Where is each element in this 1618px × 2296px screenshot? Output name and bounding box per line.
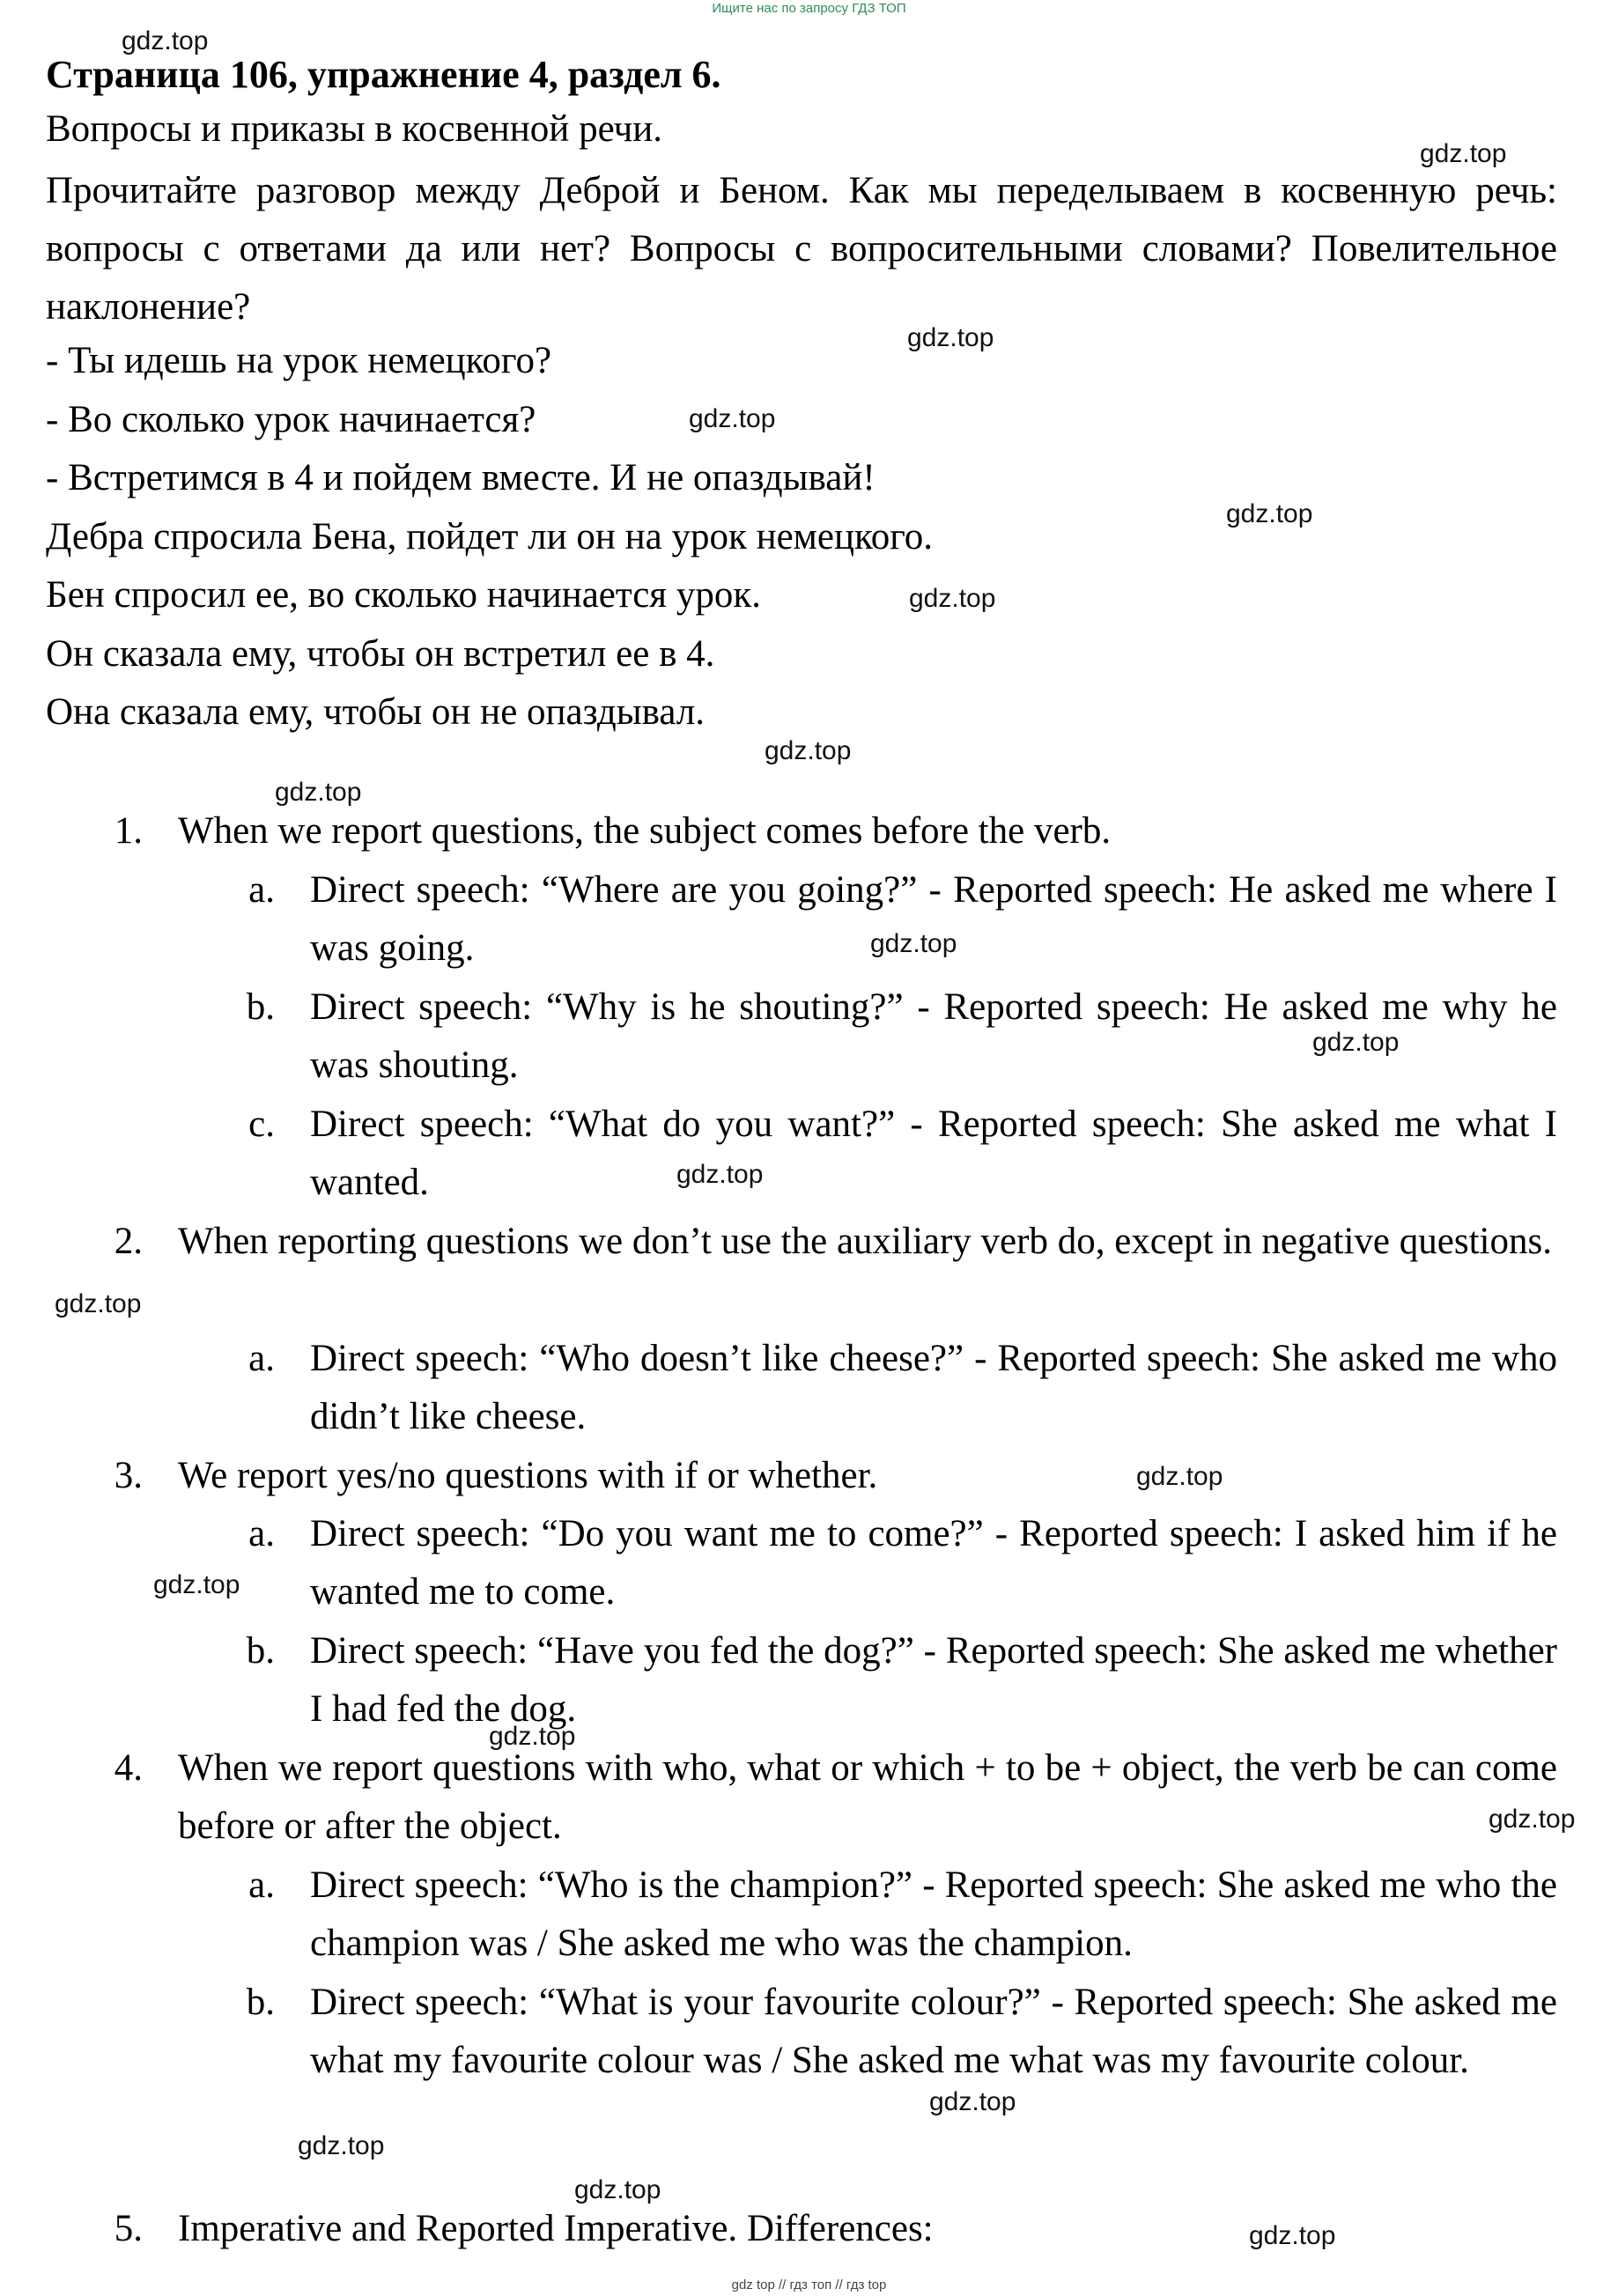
- dialogue-line: - Встретимся в 4 и пойдем вместе. И не опаздывай!: [46, 457, 875, 498]
- example-letter: c.: [248, 1104, 275, 1145]
- watermark: gdz.top: [153, 1570, 240, 1599]
- reported-line: Дебра спросила Бена, пойдет ли он на урок немецкого.: [46, 516, 934, 557]
- rule-number: 3.: [114, 1455, 143, 1496]
- example-text: Direct speech: “Have you fed the dog?” - Reported speech: She asked me whether I had fed the dog.: [310, 1630, 1557, 1730]
- example-letter: b.: [246, 1630, 275, 1672]
- watermark: gdz.top: [765, 736, 852, 765]
- watermark: gdz.top: [909, 584, 996, 613]
- watermark: gdz.top: [907, 323, 994, 352]
- example-letter: a.: [248, 1864, 275, 1906]
- example-text: Direct speech: “Do you want me to come?” - Reported speech: I asked him if he wanted me to come.: [310, 1513, 1557, 1613]
- example-text: Direct speech: “Why is he shouting?” - Reported speech: He asked me why he was shouting.: [310, 986, 1557, 1086]
- watermark: gdz.top: [122, 26, 209, 55]
- watermark: gdz.top: [1226, 499, 1313, 528]
- watermark: gdz.top: [298, 2131, 385, 2160]
- rule-text: When we report questions with who, what or which + to be + object, the verb be can come before or after the object.: [178, 1747, 1557, 1847]
- example-text: Direct speech: “Where are you going?” - Reported speech: He asked me where I was going.: [310, 869, 1557, 969]
- watermark: gdz.top: [870, 929, 957, 958]
- example-letter: b.: [246, 1982, 275, 2023]
- watermark: gdz.top: [1136, 1462, 1223, 1491]
- rule-number: 2.: [114, 1221, 143, 1262]
- bottom-footer: gdz top // гдз топ // гдз top: [731, 2278, 887, 2292]
- example-letter: a.: [248, 1338, 275, 1379]
- watermark: gdz.top: [55, 1289, 142, 1318]
- rule-number: 4.: [114, 1747, 143, 1789]
- reported-line: Он сказала ему, чтобы он встретил ее в 4.: [46, 633, 715, 675]
- watermark: gdz.top: [1489, 1805, 1576, 1834]
- example-letter: a.: [248, 869, 275, 911]
- example-letter: b.: [246, 986, 275, 1028]
- rule-number: 1.: [114, 810, 143, 852]
- watermark: gdz.top: [275, 778, 362, 807]
- watermark: gdz.top: [1420, 139, 1507, 168]
- page-title: Страница 106, упражнение 4, раздел 6.: [46, 53, 721, 96]
- intro-subtitle: Вопросы и приказы в косвенной речи.: [46, 108, 662, 150]
- reported-line: Бен спросил ее, во сколько начинается урок.: [46, 574, 761, 616]
- rule-text: When reporting questions we don’t use the auxiliary verb do, except in negative questions.: [178, 1221, 1552, 1262]
- rule-text: When we report questions, the subject comes before the verb.: [178, 810, 1112, 852]
- example-letter: a.: [248, 1513, 275, 1554]
- watermark: gdz.top: [689, 404, 776, 433]
- example-text: Direct speech: “What is your favourite colour?” - Reported speech: She asked me what my favourite colour was / She asked me what was my favourite colour.: [310, 1982, 1557, 2081]
- watermark: gdz.top: [574, 2175, 661, 2204]
- watermark: gdz.top: [1249, 2221, 1336, 2250]
- example-text: Direct speech: “What do you want?” - Reported speech: She asked me what I wanted.: [310, 1104, 1557, 1203]
- dialogue-line: - Ты идешь на урок немецкого?: [46, 340, 552, 381]
- example-text: Direct speech: “Who doesn’t like cheese?” - Reported speech: She asked me who didn’t like cheese.: [310, 1338, 1557, 1437]
- watermark: gdz.top: [929, 2087, 1016, 2116]
- watermark: gdz.top: [489, 1722, 576, 1751]
- dialogue-line: - Во сколько урок начинается?: [46, 399, 536, 440]
- watermark: gdz.top: [1312, 1028, 1400, 1057]
- rule-number: 5.: [114, 2208, 143, 2249]
- watermark: gdz.top: [676, 1160, 764, 1189]
- rule-text: We report yes/no questions with if or whether.: [178, 1455, 878, 1496]
- intro-task: Прочитайте разговор между Деброй и Беном. Как мы переделываем в косвенную речь: вопросы с ответами да или нет? Вопросы с вопросительными словами? Повелительное наклонение?: [46, 170, 1557, 328]
- reported-line: Она сказала ему, чтобы он не опаздывал.: [46, 691, 706, 733]
- rule-text: Imperative and Reported Imperative. Differences:: [178, 2208, 934, 2249]
- example-text: Direct speech: “Who is the champion?” - Reported speech: She asked me who the champion was / She asked me who was the champion.: [310, 1864, 1557, 1964]
- top-banner: Ищите нас по запросу ГДЗ ТОП: [712, 1, 906, 16]
